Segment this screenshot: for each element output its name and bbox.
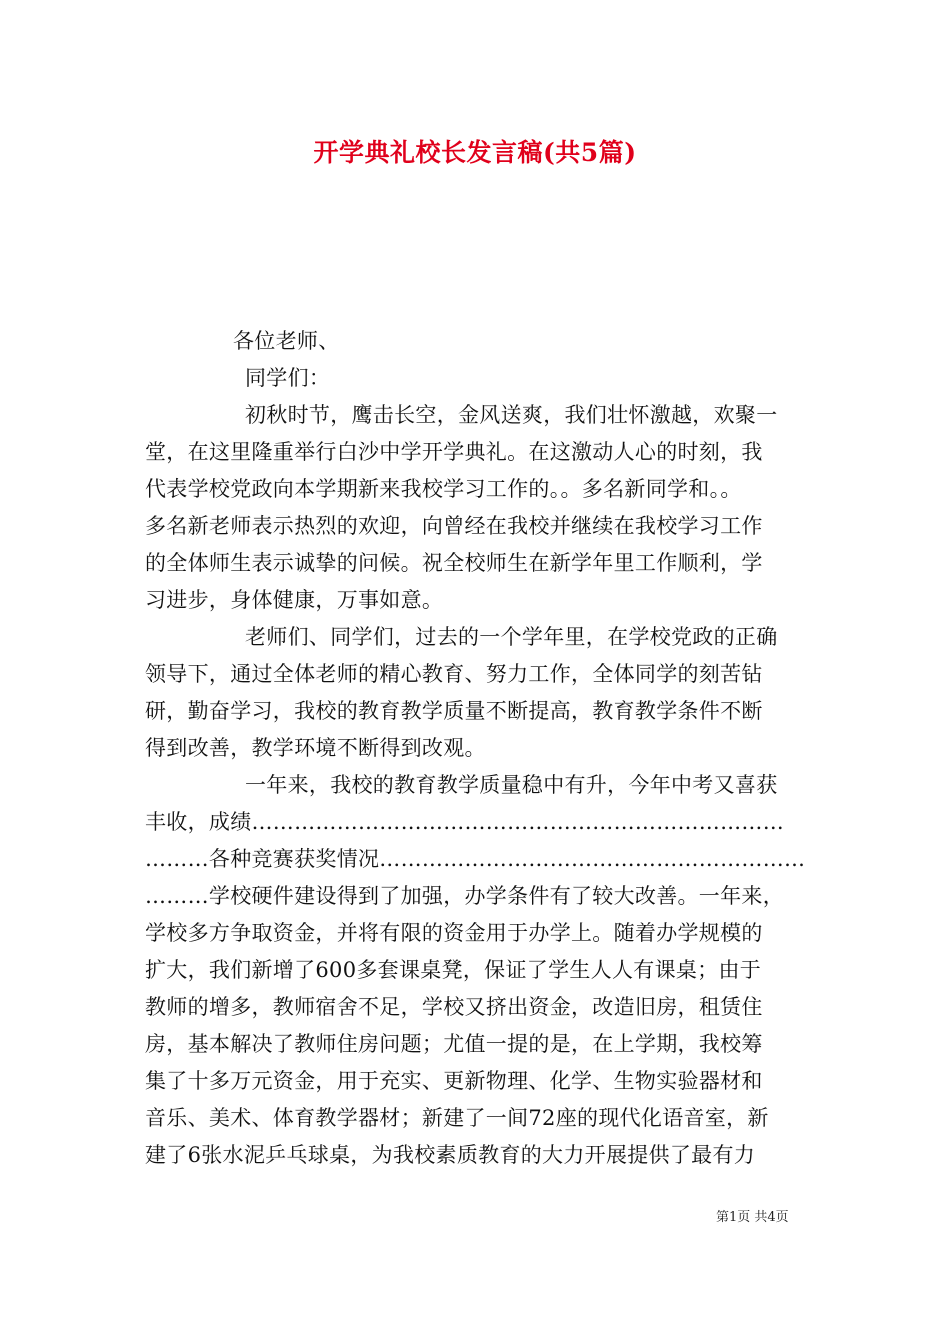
- paragraph-3-line-7: 教师的增多，教师宿舍不足，学校又挤出资金，改造旧房，租赁住: [145, 995, 763, 1019]
- paragraph-3-line-6: 扩大，我们新增了600多套课桌凳，保证了学生人人有课桌；由于: [145, 958, 762, 982]
- paragraph-1-line-5: 的全体师生表示诚挚的问候。祝全校师生在新学年里工作顺利，学: [145, 551, 763, 575]
- paragraph-3-line-4: ………学校硬件建设得到了加强，办学条件有了较大改善。一年来，: [145, 884, 784, 908]
- paragraph-1-line-4: 多名新老师表示热烈的欢迎，向曾经在我校并继续在我校学习工作: [145, 514, 763, 538]
- salutation-line-2: 同学们：: [245, 366, 331, 390]
- paragraph-3-line-8: 房，基本解决了教师住房问题；尤值一提的是，在上学期，我校筹: [145, 1032, 763, 1056]
- paragraph-3-line-5: 学校多方争取资金，并将有限的资金用于办学上。随着办学规模的: [145, 921, 763, 945]
- paragraph-2-line-1: 老师们、同学们，过去的一个学年里，在学校党政的正确: [245, 625, 778, 649]
- paragraph-3-line-1: 一年来，我校的教育教学质量稳中有升，今年中考又喜获: [245, 773, 778, 797]
- paragraph-1-line-6: 习进步，身体健康，万事如意。: [145, 588, 444, 612]
- document-title: 开学典礼校长发言稿(共5篇): [313, 138, 637, 167]
- salutation-line-1: 各位老师、: [233, 329, 340, 353]
- paragraph-3-line-10: 音乐、美术、体育教学器材；新建了一间72座的现代化语音室，新: [145, 1106, 769, 1130]
- paragraph-3-line-2: 丰收，成绩…………………………………………………………………: [145, 810, 784, 834]
- paragraph-3-line-11: 建了6张水泥乒乓球桌，为我校素质教育的大力开展提供了最有力: [145, 1143, 756, 1167]
- paragraph-2-line-2: 领导下，通过全体老师的精心教育、努力工作，全体同学的刻苦钻: [145, 662, 763, 686]
- paragraph-2-line-4: 得到改善，教学环境不断得到改观。: [145, 736, 486, 760]
- paragraph-1-line-2: 堂，在这里隆重举行白沙中学开学典礼。在这激动人心的时刻，我: [145, 440, 763, 464]
- paragraph-1-line-1: 初秋时节，鹰击长空，金风送爽，我们壮怀激越，欢聚一: [245, 403, 778, 427]
- page-number-footer: 第1页 共4页: [716, 1210, 789, 1225]
- paragraph-3-line-9: 集了十多万元资金，用于充实、更新物理、化学、生物实验器材和: [145, 1069, 763, 1093]
- paragraph-3-line-3: ………各种竞赛获奖情况……………………………………………………: [145, 847, 806, 871]
- paragraph-2-line-3: 研，勤奋学习，我校的教育教学质量不断提高，教育教学条件不断: [145, 699, 763, 723]
- paragraph-1-line-3: 代表学校党政向本学期新来我校学习工作的。。多名新同学和。。: [145, 477, 742, 501]
